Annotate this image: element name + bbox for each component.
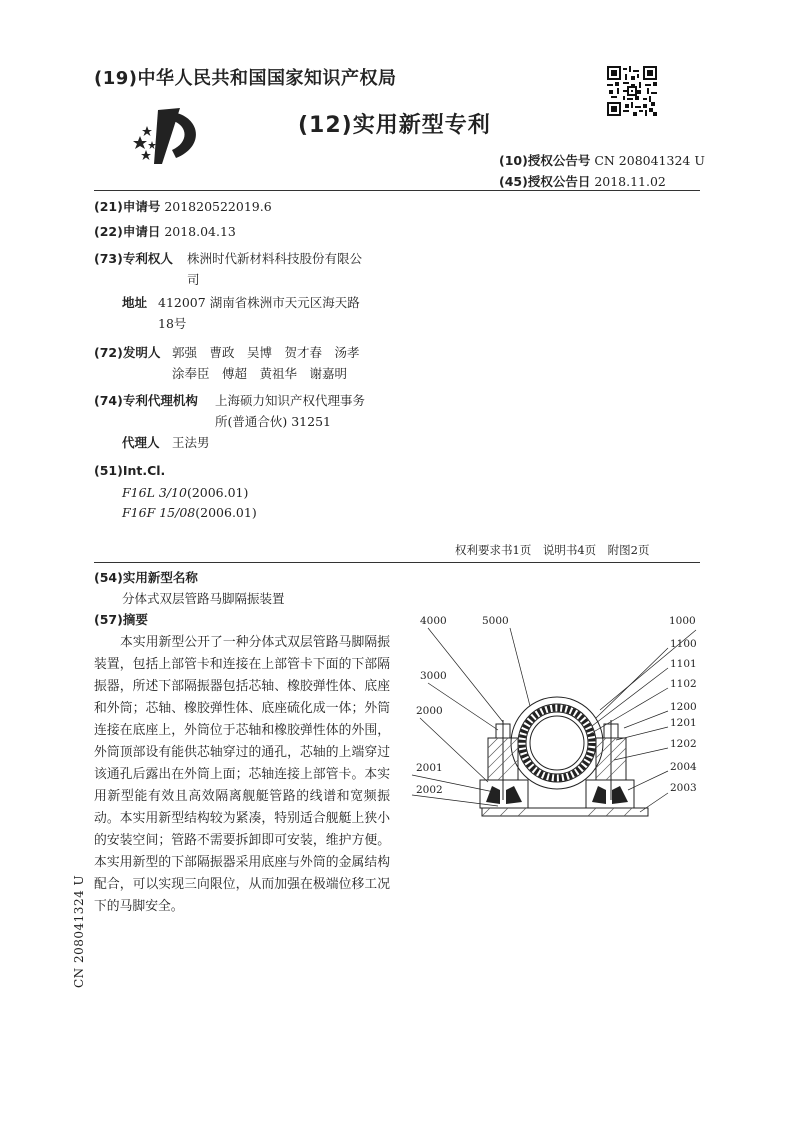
right-rubber-elastomer [592,786,628,804]
abstract-text: 本实用新型公开了一种分体式双层管路马脚隔振装置，包括上部管卡和连接在上部管卡下面的下部隔振器，所述下部隔振器包括芯轴、橡胶弹性体、底座和外筒；芯轴、橡胶弹性体、底座硫化成一体；外筒连接在底座上，外筒位于芯轴和橡胶弹性体的外围，外筒顶部设有能供芯轴穿过的通孔，芯轴的上端穿过该通孔后露出在外筒上面；芯轴连接上部管卡。本实用新型能有效且高效隔离舰艇管路的线谱和宽频振动。本实用新型结构较为紧凑，特别适合舰艇上狭小的安装空间；管路不需要拆卸即可安装，维护方便。本实用新型的下部隔振器采用底座与外筒的金属结构配合，可以实现三向限位，从而加强在极端位移工况下的马脚安全。 [94,635,390,914]
application-date: 2018.04.13 [164,224,236,239]
address-label: 地址 [122,295,148,310]
ipc-code-1: F16L 3/10 [122,485,187,500]
publication-date-label: (45)授权公告日 [499,174,591,189]
application-number: 201820522019.6 [164,199,272,214]
middle-rule [94,562,700,563]
cnipa-logo [132,106,204,168]
agent-name: 王法男 [172,435,210,450]
issuing-authority: (19)中华人民共和国国家知识产权局 [94,68,397,89]
address-line2: 18号 [158,316,187,331]
label-2003: 2003 [670,782,697,794]
right-isolator-housing [586,780,634,808]
application-number-label: (21)申请号 [94,199,161,214]
inner-pipe [526,712,588,774]
label-1000: 1000 [669,615,696,627]
patentee-label: (73)专利权人 [94,251,173,266]
leader-lines [412,628,696,812]
label-1202: 1202 [670,738,697,750]
publication-date: 2018.11.02 [594,174,666,189]
ipc-row-1 [122,482,248,503]
page-count-info: 权利要求书1页 说明书4页 附图2页 [455,543,650,557]
inner-pipe-bore [530,716,584,770]
label-2000: 2000 [416,705,443,717]
publication-number-row [499,151,705,169]
publication-date-row [499,172,666,190]
abstract-body [94,632,390,918]
agency-line2: 所(普通合伙) 31251 [215,414,331,429]
label-2004: 2004 [670,761,697,773]
ipc-row-2 [122,502,257,523]
publication-number: CN 208041324 U [594,153,705,168]
label-1101: 1101 [670,658,697,670]
patentee-line1: 株洲时代新材料科技股份有限公 [187,251,363,266]
address-line1: 412007 湖南省株洲市天元区海天路 [158,295,360,310]
left-isolator-housing [480,780,528,808]
label-5000: 5000 [482,615,509,627]
header-rule [94,190,700,191]
application-number-row [94,196,272,217]
label-3000: 3000 [420,670,447,682]
patentee-line2: 司 [187,272,200,287]
label-1201: 1201 [670,717,697,729]
application-date-label: (22)申请日 [94,224,161,239]
side-publication-number: CN 208041324 U [72,874,86,988]
title-label: (54)实用新型名称 [94,570,198,585]
abstract-figure [408,608,700,824]
application-date-row [94,221,236,242]
rubber-ring [522,708,592,778]
utility-model-title: 分体式双层管路马脚隔振装置 [122,591,285,606]
ipc-version-2: (2006.01) [195,505,257,520]
label-2001: 2001 [416,762,443,774]
document-type: (12)实用新型专利 [298,113,491,138]
ipc-code-2: F16F 15/08 [122,505,196,520]
inventors-line2: 涂奉臣 傅超 黄祖华 谢嘉明 [172,366,348,381]
publication-number-label: (10)授权公告号 [499,153,591,168]
label-1102: 1102 [670,678,697,690]
agency-label: (74)专利代理机构 [94,393,198,408]
label-1200: 1200 [670,701,697,713]
inventors-label: (72)发明人 [94,345,161,360]
agent-label: 代理人 [122,435,160,450]
label-2002: 2002 [416,784,443,796]
agency-line1: 上海硕力知识产权代理事务 [215,393,366,408]
qr-code [607,66,657,116]
ipc-version-1: (2006.01) [186,485,249,500]
inventors-line1: 郭强 曹政 吴博 贺才春 汤孝 [172,345,360,360]
int-cl-label: (51)Int.Cl. [94,463,166,478]
abstract-label: (57)摘要 [94,612,148,627]
label-1100: 1100 [670,638,697,650]
label-4000: 4000 [420,615,447,627]
hatching [482,738,632,816]
left-rubber-elastomer [486,786,522,804]
